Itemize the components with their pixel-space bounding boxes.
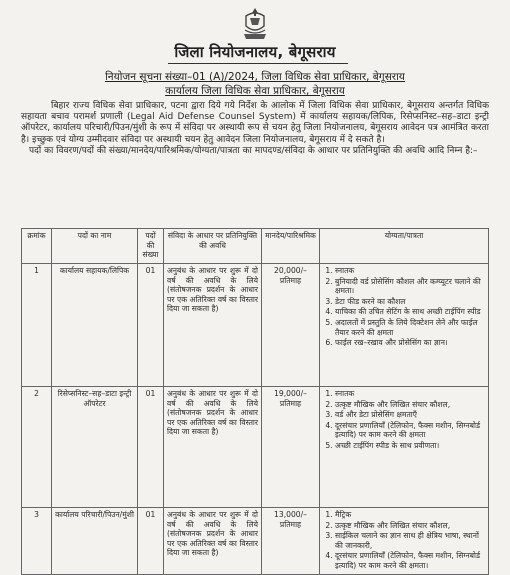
row-serial: 2 — [22, 387, 52, 508]
pay-amount: 19,000/– — [274, 389, 307, 398]
qualification-item: 1. स्नातक — [335, 266, 485, 276]
row-pay — [262, 264, 320, 387]
row-count: 01 — [138, 387, 164, 508]
bihar-emblem-icon — [241, 6, 269, 42]
table-header-row — [22, 229, 489, 264]
col-header-qualification: योग्यता/पात्रता — [320, 229, 489, 264]
row-post: कार्यालय परिचारी/पिउन/मुंशी — [52, 508, 138, 575]
notice-body — [21, 101, 489, 157]
table-row — [22, 264, 489, 387]
qualification-item: 4. दूरसंचार प्रणालियाँ (टेलिफोन, फैक्स मशीन, सिग्नबोर्ड इत्यादि) पर काम करने की क्षमता — [335, 421, 485, 440]
qualification-item: 4. दूरसंचार प्रणालियाँ (टेलिफोन, फैक्स मशीन, सिग्नबोर्ड इत्यादि) पर काम करने की क्षमता। — [335, 551, 485, 570]
qualification-item: 3. डेटा फीड करने का कौशल — [335, 297, 485, 307]
office-title: जिला नियोजनालय, बेगूसराय — [174, 43, 336, 61]
row-qualifications — [320, 264, 489, 387]
details-paragraph: पदों का विवरण/पदों की संख्या/मानदेय/पारिश्रमिक/योग्यता/पात्रता का मापदण्ड/संविदा के आधार पर प्रतिनियुक्ति की अवधि आदि निम्न है:– — [29, 145, 478, 156]
pay-unit: प्रतिमाह — [279, 519, 302, 529]
pay-unit: प्रतिमाह — [279, 275, 302, 285]
notice-number: नियोजन सूचना संख्या–01 (A)/2024, जिला विधिक सेवा प्राधिकार, बेगूसराय — [105, 71, 405, 83]
title-underline — [168, 63, 348, 64]
pay-amount: 13,000/– — [274, 510, 307, 519]
sub-office-title: कार्यालय जिला विधिक सेवा प्राधिकार, बेगूसराय — [165, 85, 345, 97]
qualification-item: 5. अच्छी टाईपिंग स्पीड के साथ प्रवीणता। — [335, 441, 485, 451]
intro-paragraph: बिहार राज्य विधिक सेवा प्राधिकार, पटना द्वारा दिये गये निर्देश के आलोक में जिला विधिक सेवा प्राधिकार, बेगूसराय अन्तर्गत विधिक सहायता बचाव परामर्श प्रणाली (Legal Aid Defense Counsel System) में कार्यालय सहायक/लिपिक, रिसेप्सनिस्ट–सह–डाटा इन्ट्री ऑपरेटर, कार्यालय परिचारी/पिउन/मुंशी के रूप में संविदा पर अस्थायी रूप से चयन हेतु जिला नियोजनालय, बेगूसराय आवेदन पत्र आमंत्रित करता है। इच्छुक एवं योग्य उम्मीदवार संविदा पर अस्थायी चयन हेतु आवेदन जिला नियोजनालय, बेगूसराय में दे सकते है। — [21, 101, 489, 145]
pay-unit: प्रतिमाह — [279, 398, 302, 408]
col-header-pay: मानदेय/पारिश्रमिक — [262, 229, 320, 264]
qualification-item: 5. अदालतों में प्रस्तुति के लिये दिक्टेशन लेने और फाईल तैयार करने की क्षमता — [335, 318, 485, 337]
qualification-item: 3. साईकिल चलाने का ज्ञान साथ ही क्षेत्रिय भाषा, स्थानों की जानकारी, — [335, 531, 485, 550]
table-row — [22, 508, 489, 575]
qualification-item: 1. मैट्रिक — [335, 510, 485, 520]
pay-amount: 20,000/– — [274, 266, 307, 275]
row-qualifications — [320, 387, 489, 508]
row-qualifications — [320, 508, 489, 575]
row-serial: 3 — [22, 508, 52, 575]
row-count: 01 — [138, 508, 164, 575]
row-period: अनुबंध के आधार पर शुरू में दो वर्ष की अवधि के लिये (संतोषजनक प्रदर्शन के आधार पर एक अतिरिक्त वर्ष का विस्तार दिया जा सकता है) — [164, 387, 262, 508]
qualification-item: 2. बुनियादी वर्ड प्रोसेसिंग कौशल और कम्प्यूटर चलाने की क्षमता। — [335, 277, 485, 296]
qualification-item: 2. उत्कृष्ट मौखिक और लिखित संचार कौशल, — [335, 521, 485, 531]
row-serial: 1 — [22, 264, 52, 387]
qualification-item: 2. उत्कृष्ट मौखिक और लिखित संचार कौशल, — [335, 400, 485, 410]
row-period: अनुबंध के आधार पर शुरू में दो वर्ष की अवधि के लिये (संतोषजनक प्रदर्शन के आधार पर एक अतिरिक्त वर्ष का विस्तार दिया जा सकता है) — [164, 508, 262, 575]
col-header-post: पदों का नाम — [52, 229, 138, 264]
qualification-item: 3. वर्ड और डेटा प्रोसेसिंग क्षमताएँ — [335, 410, 485, 420]
posts-table — [21, 228, 489, 575]
table-row — [22, 387, 489, 508]
qualification-item: 1. स्नातक — [335, 389, 485, 399]
row-period: अनुबंध के आधार पर शुरू में दो वर्ष की अवधि के लिये (संतोषजनक प्रदर्शन के आधार पर एक अतिरिक्त वर्ष का विस्तार दिया जा सकता है) — [164, 264, 262, 387]
qualification-item: 6. फाईल रख–रखाव और प्रोसेसिंग का ज्ञान। — [335, 338, 485, 348]
row-pay — [262, 387, 320, 508]
row-pay — [262, 508, 320, 575]
col-header-count: पदों की संख्या — [138, 229, 164, 264]
row-post: रिसेप्सनिस्ट–सह–डाटा इन्ट्री ऑपरेटर — [52, 387, 138, 508]
col-header-serial: क्रमांक — [22, 229, 52, 264]
col-header-period: संविदा के आधार पर प्रतिनियुक्ति की अवधि — [164, 229, 262, 264]
qualification-item: 4. याचिका की उचित सेटिंग के साथ अच्छी टाईपिंग स्पीड — [335, 307, 485, 317]
row-count: 01 — [138, 264, 164, 387]
row-post: कार्यालय सहायक/लिपिक — [52, 264, 138, 387]
